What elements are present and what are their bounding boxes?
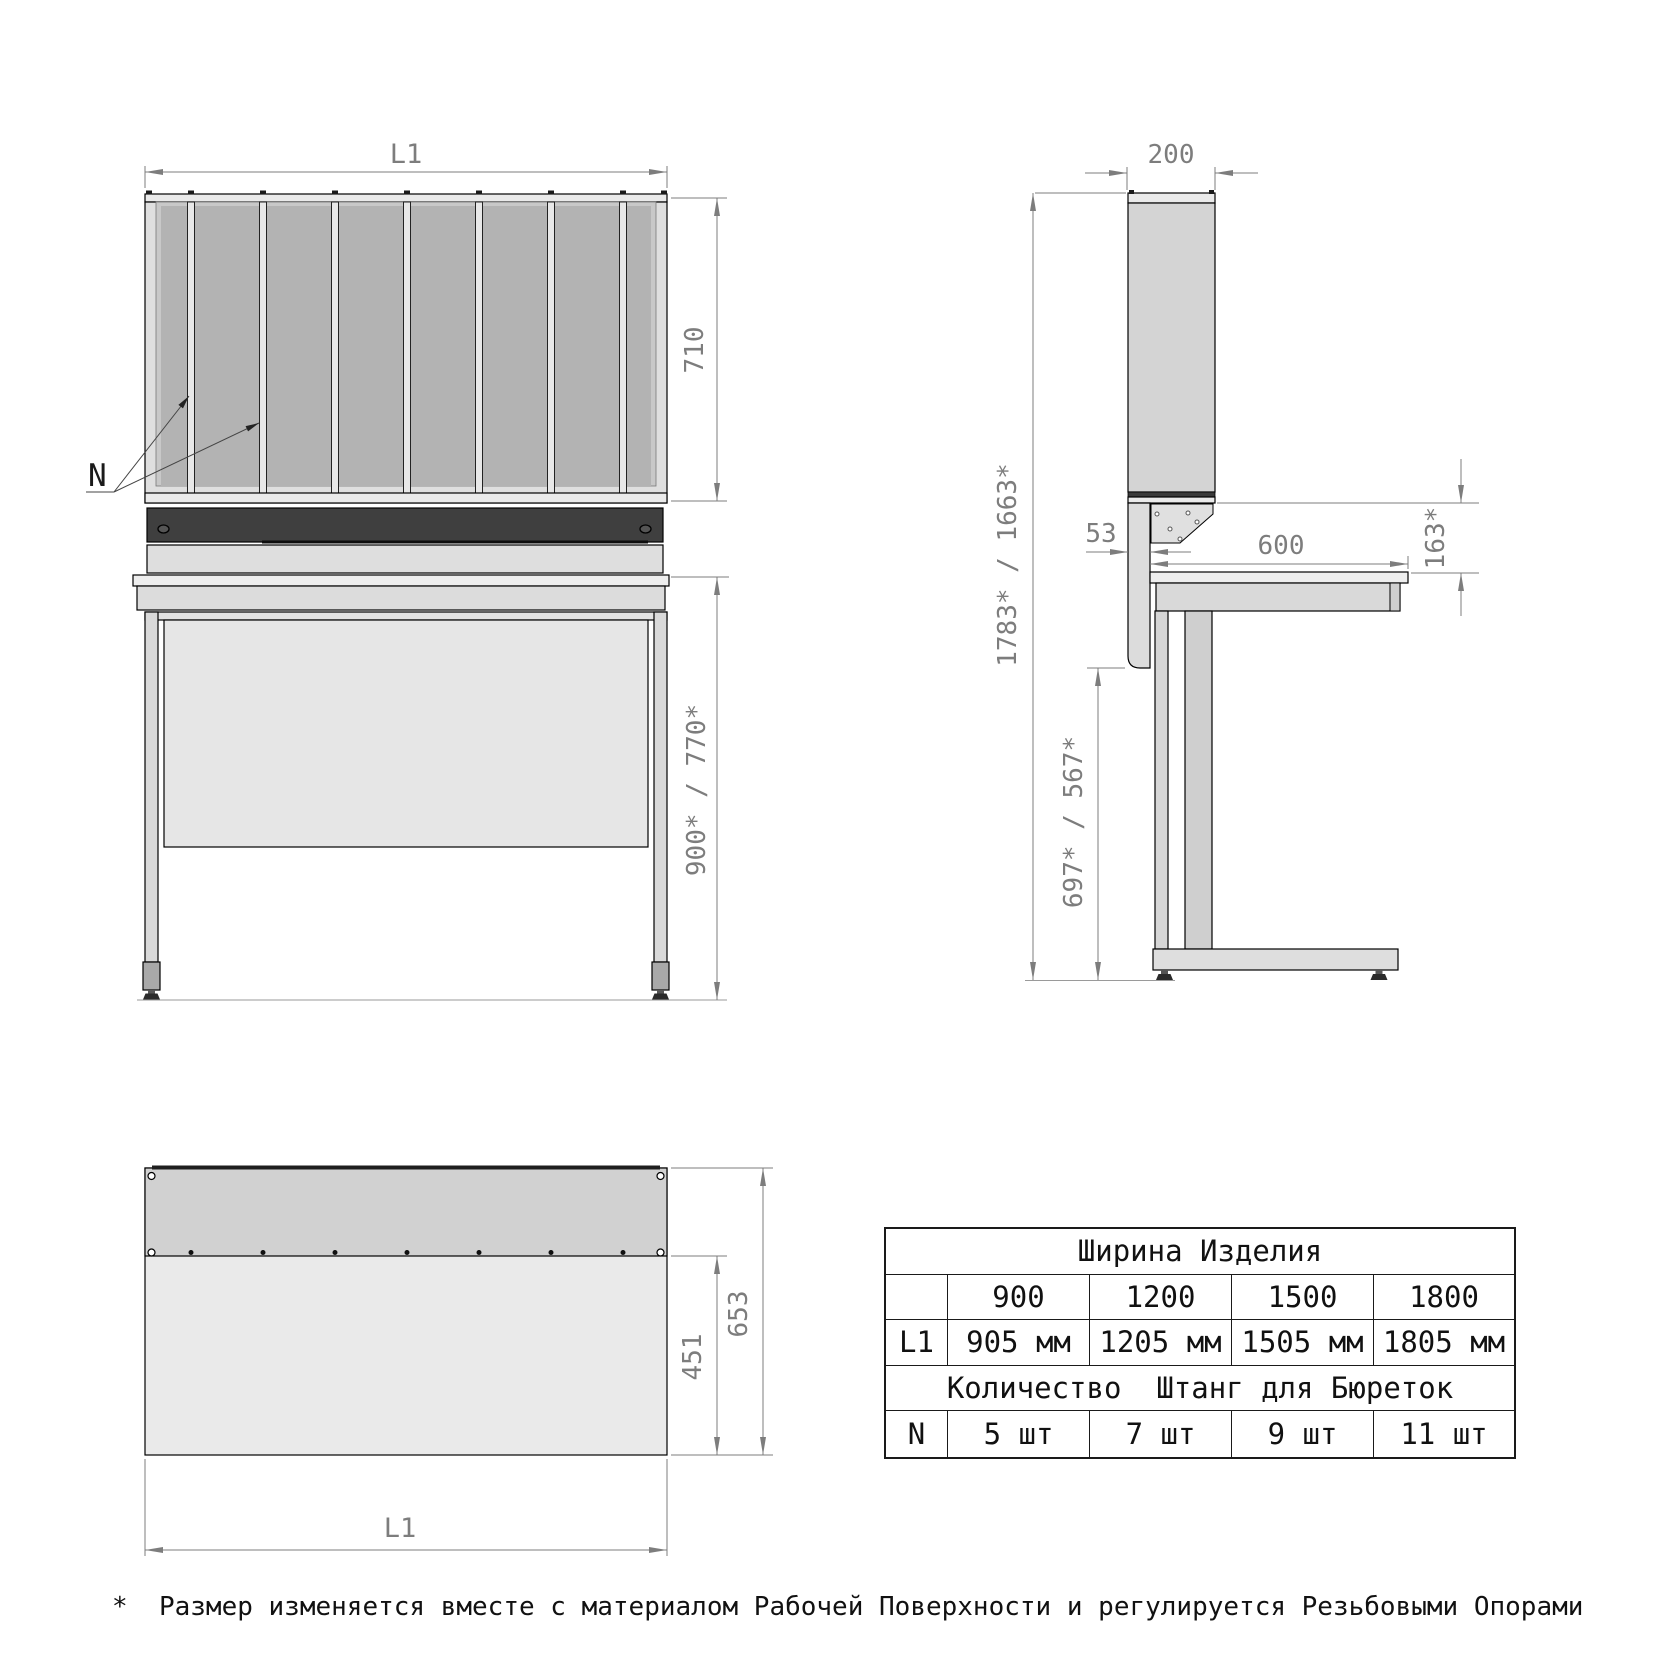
table-cell-size: 1800 [1374, 1275, 1514, 1321]
foot-sleeve [143, 962, 160, 990]
panel-slab-side [1128, 203, 1215, 492]
burette-rod [404, 202, 411, 493]
foot-stem [1376, 970, 1383, 974]
dim-text-53: 53 [1085, 519, 1117, 549]
upper-band [147, 545, 663, 573]
dim-text-697-567: 697* / 567* [1059, 735, 1089, 909]
rod-hole [621, 1250, 626, 1255]
panel-edge-line [152, 1166, 660, 1170]
frame-top-rail [145, 612, 667, 620]
worktop-front [133, 575, 669, 586]
foot-disc [1156, 974, 1173, 980]
burette-rod [620, 202, 627, 493]
foot-disc [652, 994, 669, 1000]
rod-hole [261, 1250, 266, 1255]
foot-stem [148, 990, 155, 994]
bar-hole [640, 525, 651, 533]
screw-hole [1178, 537, 1182, 541]
dim-text-600: 600 [1257, 531, 1305, 561]
screw-hole [1168, 527, 1172, 531]
table-cell-n-label: N [886, 1411, 948, 1457]
screw-mark [1129, 190, 1134, 194]
footnote: * Размер изменяется вместе с материалом Рабочей Поверхности и регулируется Резьбовыми Опорами [112, 1592, 1584, 1622]
table-cell-l1: 1505 мм [1232, 1320, 1374, 1366]
table-cell-n: 9 шт [1232, 1411, 1374, 1457]
rod-hole [189, 1250, 194, 1255]
foot-beam [1153, 949, 1398, 970]
screw-mark [548, 191, 554, 195]
threaded-feet [143, 990, 669, 1000]
table-cell-n: 5 шт [948, 1411, 1090, 1457]
foot-stem [1161, 970, 1168, 974]
foot-sleeve [652, 962, 669, 990]
screw-hole [1186, 511, 1190, 515]
table-cell-l1: 1205 мм [1090, 1320, 1232, 1366]
table-cell-n: 11 шт [1400, 1417, 1488, 1452]
corner-hole [148, 1173, 155, 1180]
screw-mark [620, 191, 626, 195]
burette-rod [188, 202, 195, 493]
dim-text-l1-bottom: L1 [383, 1513, 417, 1544]
leg-front-side [1155, 611, 1168, 949]
gusset-bracket [1151, 504, 1213, 543]
table-header-width: Ширина Изделия [886, 1229, 1514, 1275]
table-cell-size: 900 [948, 1275, 1090, 1321]
dim-text-l1: L1 [389, 139, 423, 170]
screw-mark [1209, 190, 1214, 194]
bar-hole [158, 525, 169, 533]
foot-disc [143, 994, 160, 1000]
spec-table [884, 1227, 1516, 1459]
corner-hole [148, 1249, 155, 1256]
burette-rod [260, 202, 267, 493]
screw-mark [476, 191, 482, 195]
rod-hole [405, 1250, 410, 1255]
screw-mark [404, 191, 410, 195]
burette-rod [548, 202, 555, 493]
rods-label: N [88, 458, 107, 494]
rod-hole [477, 1250, 482, 1255]
corner-hole [657, 1249, 664, 1256]
leg-right [654, 612, 667, 962]
dim-text-200: 200 [1147, 140, 1195, 170]
panel-top-strip-side [1128, 193, 1215, 203]
threaded-feet-side [1156, 970, 1388, 980]
panel-bottom-strip [145, 493, 667, 503]
table-cell-size: 1500 [1232, 1275, 1374, 1321]
table-cell-n: 7 шт [1090, 1411, 1232, 1457]
rail-end-cap [1390, 583, 1400, 611]
corner-hole [657, 1173, 664, 1180]
leg-left [145, 612, 158, 962]
screw-hole [1155, 512, 1159, 516]
light-band-side [1128, 497, 1215, 503]
screw-mark [332, 191, 338, 195]
burette-rod [476, 202, 483, 493]
dim-text-710: 710 [680, 326, 710, 374]
worktop-rail-side [1156, 583, 1400, 611]
dim-text-900-770: 900* / 770* [682, 703, 712, 877]
support-column [1128, 503, 1150, 668]
table-cell-size: 1200 [1090, 1275, 1232, 1321]
table-cell-l1-label: L1 [886, 1320, 948, 1366]
front-view [133, 191, 727, 1001]
table-header-qty: Количество Штанг для Бюреток [886, 1366, 1514, 1412]
service-bar-shadow [262, 541, 648, 544]
screw-hole [1195, 520, 1199, 524]
dim-text-653: 653 [724, 1290, 754, 1338]
service-bar-side [1128, 492, 1215, 497]
table-cell-l1: 1805 мм [1374, 1320, 1514, 1366]
screw-mark [188, 191, 194, 195]
rod-hole [333, 1250, 338, 1255]
worktop-apron [137, 586, 665, 610]
screw-mark [260, 191, 266, 195]
panel-top-strip [145, 194, 667, 202]
worktop-side [1150, 572, 1408, 583]
foot-disc [1371, 974, 1388, 980]
panel-plan-strip [145, 1168, 667, 1256]
table-cell-l1: 905 мм [948, 1320, 1090, 1366]
screw-mark [661, 191, 667, 195]
screw-mark [146, 191, 152, 195]
back-panel [164, 620, 648, 847]
dim-text-1783-1663: 1783* / 1663* [993, 463, 1023, 667]
service-bar [147, 508, 663, 542]
rod-hole [549, 1250, 554, 1255]
table-cell-empty [886, 1275, 948, 1321]
dim-text-163: 163* [1421, 506, 1451, 570]
foot-stem [657, 990, 664, 994]
dim-text-451: 451 [678, 1333, 708, 1381]
burette-rod [332, 202, 339, 493]
leg-back-side [1185, 611, 1212, 949]
top-view [145, 1166, 667, 1456]
